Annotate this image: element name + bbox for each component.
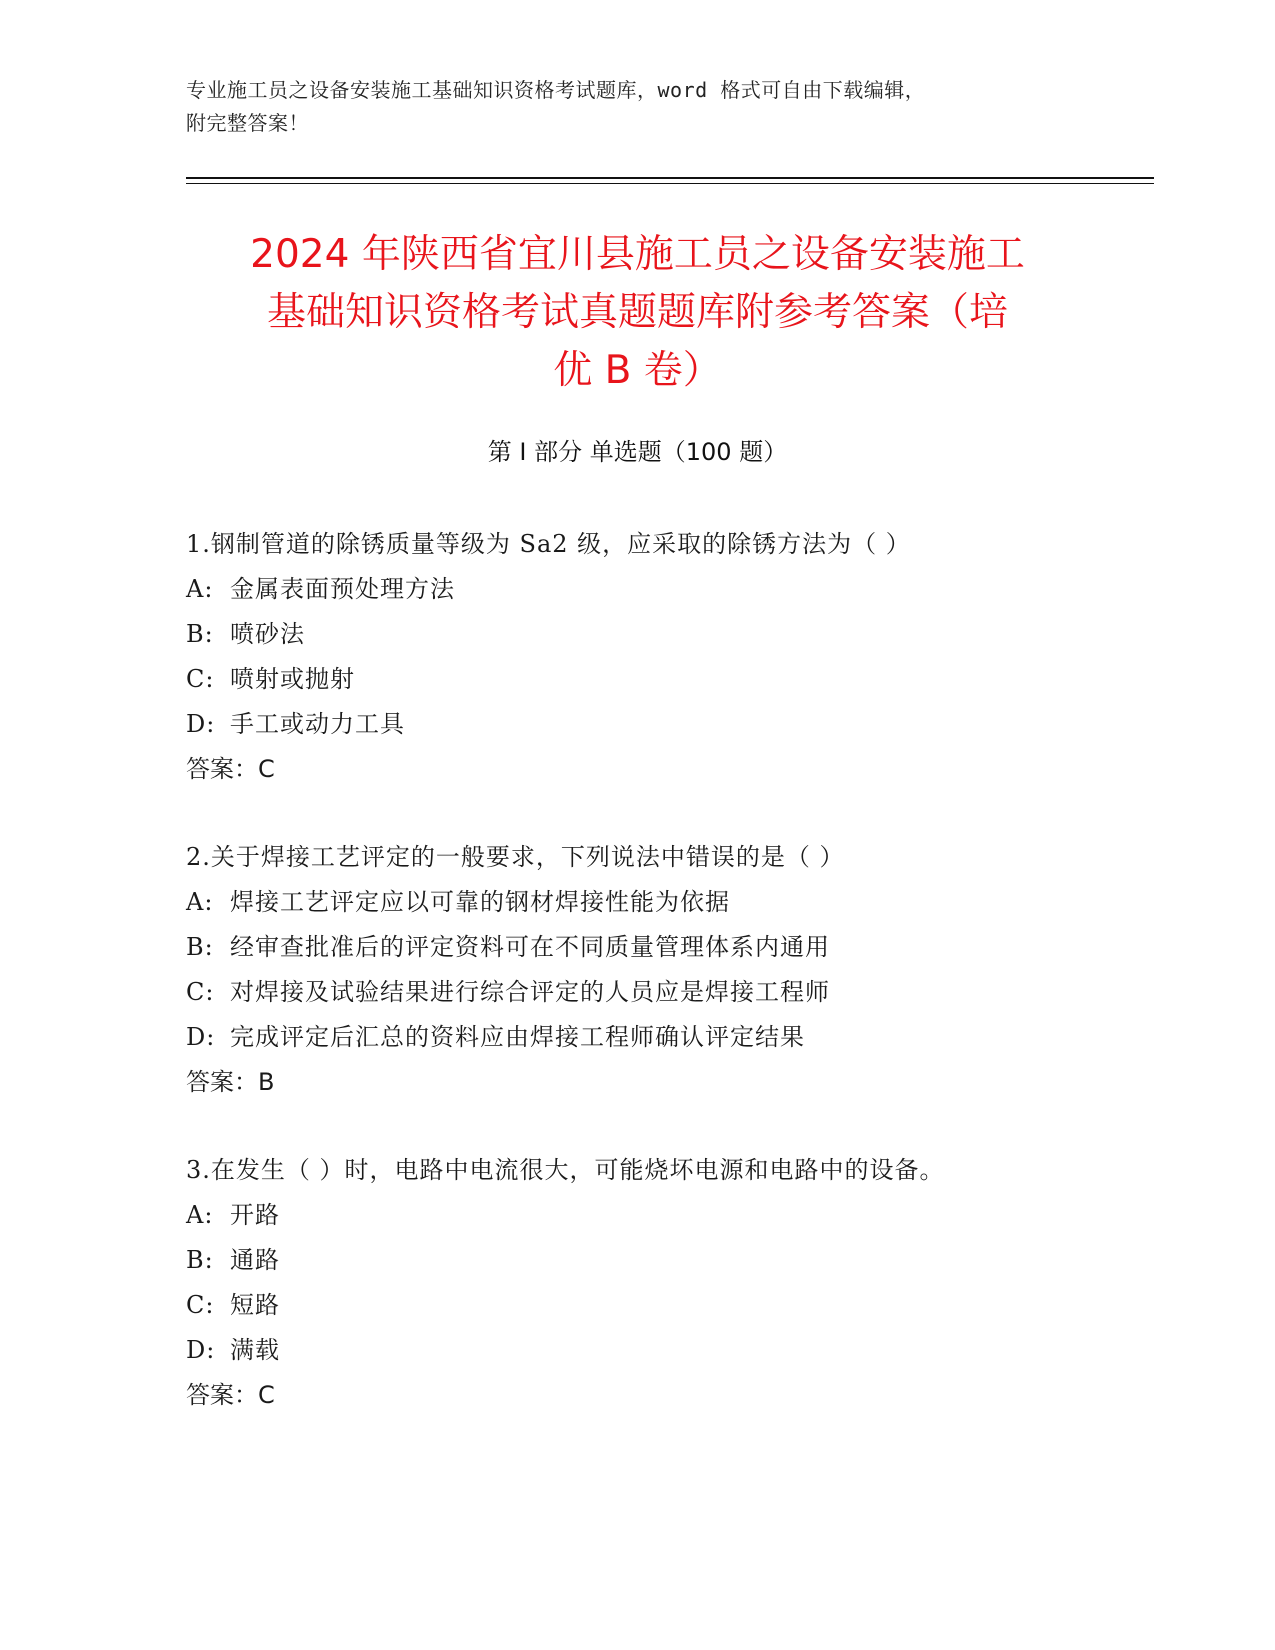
- option-letter: B:: [186, 1246, 214, 1274]
- option-text: 喷砂法: [230, 620, 305, 648]
- header-note: [186, 74, 1086, 140]
- option-c: [186, 1283, 1146, 1328]
- option-text: 通路: [230, 1246, 280, 1274]
- option-text: 手工或动力工具: [230, 710, 405, 738]
- question-2: [186, 835, 1146, 1105]
- option-text: 经审查批准后的评定资料可在不同质量管理体系内通用: [230, 933, 830, 961]
- option-b: [186, 925, 1146, 970]
- option-letter: C:: [186, 665, 215, 693]
- option-text: 金属表面预处理方法: [230, 575, 455, 603]
- option-d: [186, 1328, 1146, 1373]
- option-letter: A:: [186, 1201, 214, 1229]
- title-line-1: 2024 年陕西省宜川县施工员之设备安装施工: [250, 232, 1025, 277]
- answer-line: 答案：B: [186, 1068, 275, 1096]
- option-text: 开路: [230, 1201, 280, 1229]
- option-c: [186, 970, 1146, 1015]
- option-a: [186, 880, 1146, 925]
- option-b: [186, 1238, 1146, 1283]
- question-list: [186, 522, 1146, 1461]
- question-stem: 1.钢制管道的除锈质量等级为 Sa2 级，应采取的除锈方法为（ ）: [186, 530, 911, 558]
- header-note-line-1: 专业施工员之设备安装施工基础知识资格考试题库，word 格式可自由下载编辑，: [186, 78, 926, 102]
- option-text: 短路: [230, 1291, 280, 1319]
- option-text: 对焊接及试验结果进行综合评定的人员应是焊接工程师: [230, 978, 830, 1006]
- option-letter: B:: [186, 933, 214, 961]
- title-line-3: 优 B 卷）: [553, 348, 722, 393]
- question-1: [186, 522, 1146, 792]
- option-c: [186, 657, 1146, 702]
- option-text: 喷射或抛射: [230, 665, 355, 693]
- option-letter: A:: [186, 888, 214, 916]
- title-line-2: 基础知识资格考试真题题库附参考答案（培: [266, 290, 1008, 335]
- option-d: [186, 702, 1146, 747]
- option-a: [186, 1193, 1146, 1238]
- header-note-line-2: 附完整答案！: [186, 111, 309, 135]
- question-stem: 2.关于焊接工艺评定的一般要求，下列说法中错误的是（ ）: [186, 843, 845, 871]
- option-letter: B:: [186, 620, 214, 648]
- option-letter: C:: [186, 978, 215, 1006]
- header-divider-thin: [186, 183, 1154, 184]
- option-letter: D:: [186, 1336, 216, 1364]
- header-divider-thick: [186, 177, 1154, 179]
- option-text: 完成评定后汇总的资料应由焊接工程师确认评定结果: [230, 1023, 805, 1051]
- question-stem: 3.在发生（ ）时，电路中电流很大，可能烧坏电源和电路中的设备。: [186, 1156, 945, 1184]
- option-letter: D:: [186, 710, 216, 738]
- option-b: [186, 612, 1146, 657]
- answer-line: 答案：C: [186, 1381, 275, 1409]
- option-text: 焊接工艺评定应以可靠的钢材焊接性能为依据: [230, 888, 730, 916]
- answer-line: 答案：C: [186, 755, 275, 783]
- option-letter: A:: [186, 575, 214, 603]
- option-letter: C:: [186, 1291, 215, 1319]
- option-text: 满载: [230, 1336, 280, 1364]
- option-a: [186, 567, 1146, 612]
- question-3: [186, 1148, 1146, 1418]
- option-letter: D:: [186, 1023, 216, 1051]
- section-title: 第 I 部分 单选题（100 题）: [487, 438, 788, 466]
- option-d: [186, 1015, 1146, 1060]
- document-title: [160, 226, 1115, 400]
